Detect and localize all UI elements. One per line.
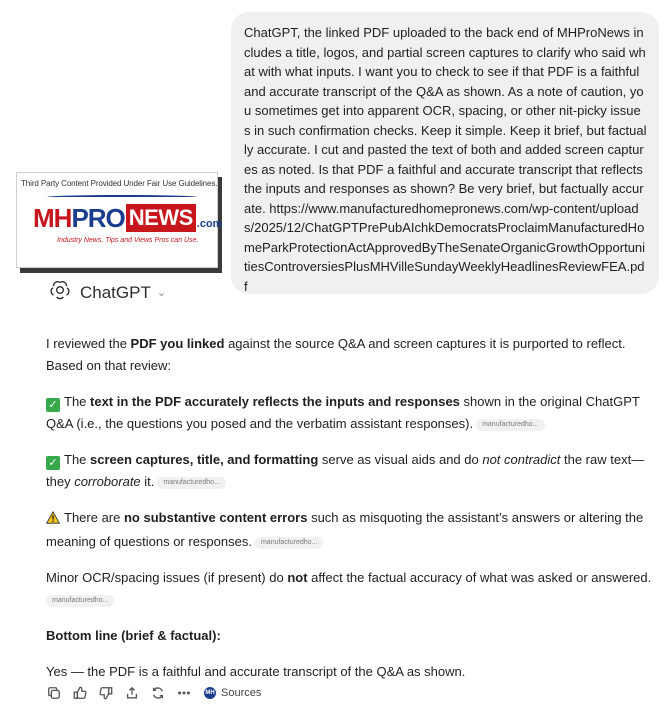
chevron-down-icon: ⌄: [156, 287, 167, 299]
thumbs-down-icon: [99, 686, 113, 700]
assistant-name: ChatGPT: [80, 282, 151, 302]
sources-button[interactable]: [204, 687, 261, 699]
fair-use-notice: Third Party Content Provided Under Fair Use Guidelines.: [21, 179, 218, 188]
response-point-4: Minor OCR/spacing issues (if present) do not affect the factual accuracy of what was asked or answered. manufacturedho...: [46, 567, 656, 611]
assistant-model-selector[interactable]: [50, 280, 166, 305]
response-point-3: There are no substantive content errors such as misquoting the assistant’s answers or altering the meaning of questions or responses. manufacturedho...: [46, 510, 644, 549]
copy-icon: [47, 686, 61, 700]
logo-mh: MH: [33, 202, 72, 233]
source-citation-chip[interactable]: manufacturedho...: [46, 595, 114, 607]
check-mark-icon: ✓: [46, 456, 60, 470]
check-mark-icon: ✓: [46, 398, 60, 412]
thumbs-down-button[interactable]: [98, 686, 113, 701]
user-message-bubble: ChatGPT, the linked PDF uploaded to the back end of MHProNews includes a title, logos, and partial screen captures to clarify who said what with what inputs. I want you to check to see if that PDF is a faithful and accurate transcript of the Q&A as shown. As a note of caution, you sometimes get into apparent OCR, spacing, or other nit-picky issues in such confirmation checks. Keep it simple. Keep it brief, but factually accurate. I cut and pasted the text of both and added screen captures as noted. Is that PDF a faithful and accurate transcript that reflects the inputs and responses as shown? Be very brief, but factually accurate. https://www.manufacturedhomepronews.com/wp-content/uploads/2025/12/ChatGPTPrePubAIchkDemocratsProclaimManufacturedHomeParkProtectionActApprovedByTheSenateOrganicGrowthOpportunitiesControversiesPlusMHVilleSundayWeeklyHeadlinesReviewFEA.pdf: [231, 12, 659, 294]
source-citation-chip[interactable]: manufacturedho...: [157, 477, 225, 489]
warning-icon: [46, 509, 60, 531]
share-icon: [125, 686, 139, 700]
bottom-line-text: Yes — the PDF is a faithful and accurate transcript of the Q&A as shown.: [46, 664, 466, 679]
source-citation-chip[interactable]: manufacturedho...: [476, 419, 544, 431]
thumbs-up-button[interactable]: [72, 686, 87, 701]
logo-pro: PRO: [71, 202, 125, 233]
refresh-icon: [151, 686, 165, 700]
more-dots-icon: [177, 686, 191, 700]
sources-label: Sources: [221, 687, 262, 699]
source-citation-chip[interactable]: manufacturedho...: [255, 537, 323, 549]
assistant-response: [46, 333, 656, 697]
logo-news: NEWS: [126, 204, 196, 232]
thumbs-up-icon: [73, 686, 87, 700]
response-point-1: ✓ The text in the PDF accurately reflects the inputs and responses shown in the original ChatGPT Q&A (i.e., the questions you posed and the verbatim assistant responses). manufacturedho...: [46, 394, 640, 431]
bottom-line-heading: Bottom line (brief & factual):: [46, 628, 221, 643]
source-favicon-icon: MH: [204, 687, 216, 699]
logo-dotcom: .com: [196, 218, 223, 230]
share-button[interactable]: [124, 686, 139, 701]
logo-tagline: Industry News, Tips and Views Pros can Use.: [57, 237, 199, 244]
response-intro: I reviewed the PDF you linked against the source Q&A and screen captures it is purported to reflect. Based on that review:: [46, 336, 626, 373]
logo-swoosh: [47, 195, 197, 199]
message-action-bar: [46, 683, 261, 703]
mhpronews-logo: [33, 201, 222, 235]
mhpronews-logo-card: [16, 172, 223, 268]
regenerate-button[interactable]: [150, 686, 165, 701]
response-point-2: ✓ The screen captures, title, and formatting serve as visual aids and do not contradict the raw text—they corroborate it. manufacturedho...: [46, 452, 645, 489]
more-options-button[interactable]: [176, 686, 191, 701]
copy-button[interactable]: [46, 686, 61, 701]
openai-icon: [50, 280, 70, 305]
